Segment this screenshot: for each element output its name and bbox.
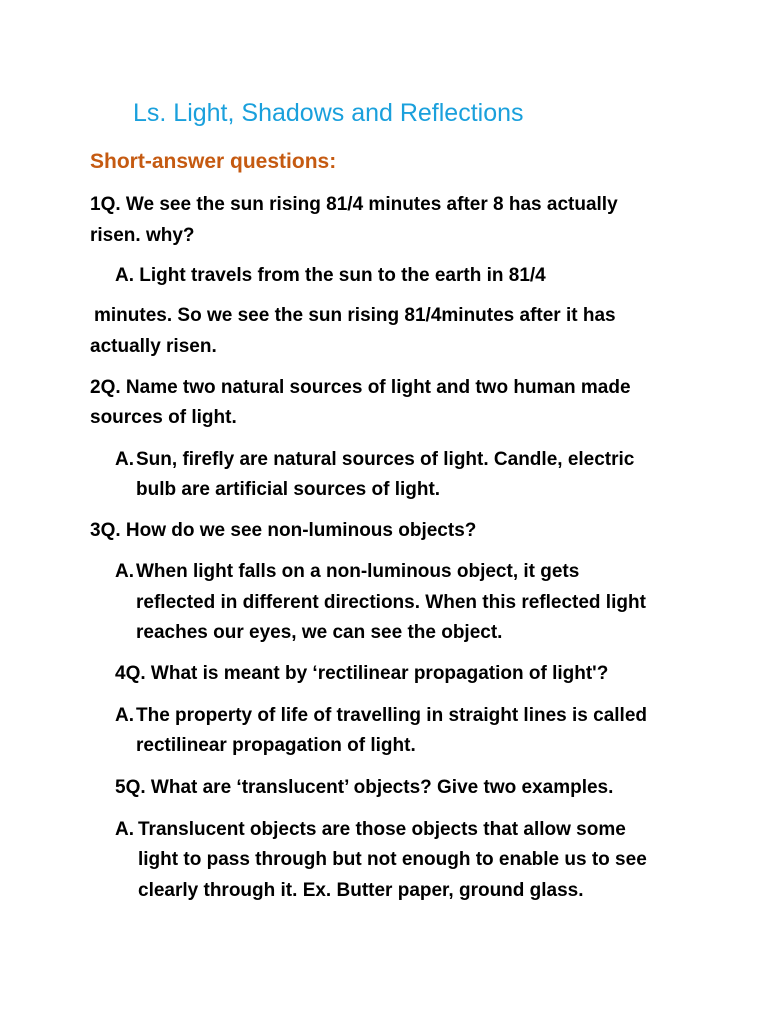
answer-1-line-3: actually risen. xyxy=(90,336,217,357)
section-heading: Short-answer questions: xyxy=(90,150,337,173)
answer-3-line-3: reaches our eyes, we can see the object. xyxy=(136,622,503,643)
answer-5-line-2: light to pass through but not enough to enable us to see xyxy=(138,849,647,870)
question-5-line-1: 5Q. What are ‘translucent’ objects? Give two examples. xyxy=(115,777,614,798)
question-4-line-1: 4Q. What is meant by ‘rectilinear propagation of light'? xyxy=(115,663,609,684)
document-title: Ls. Light, Shadows and Reflections xyxy=(133,99,524,127)
answer-4-line-2: rectilinear propagation of light. xyxy=(136,735,416,756)
answer-3-marker: A. xyxy=(115,561,134,582)
answer-3-line-1: When light falls on a non-luminous object, it gets xyxy=(136,561,580,582)
question-1-line-2: risen. why? xyxy=(90,225,195,246)
answer-4-line-1: The property of life of travelling in straight lines is called xyxy=(136,705,647,726)
answer-3-line-2: reflected in different directions. When this reflected light xyxy=(136,592,646,613)
answer-5-line-3: clearly through it. Ex. Butter paper, ground glass. xyxy=(138,880,584,901)
answer-2-marker: A. xyxy=(115,449,134,470)
answer-2-line-2: bulb are artificial sources of light. xyxy=(136,479,441,500)
answer-1-line-2: minutes. So we see the sun rising 81/4minutes after it has xyxy=(94,305,616,326)
question-2-line-2: sources of light. xyxy=(90,407,237,428)
answer-2-line-1: Sun, firefly are natural sources of light. Candle, electric xyxy=(136,449,635,470)
answer-5-line-1: Translucent objects are those objects that allow some xyxy=(138,819,626,840)
answer-5-marker: A. xyxy=(115,819,134,840)
answer-1-line-1: A. Light travels from the sun to the earth in 81/4 xyxy=(115,265,546,286)
question-1-line-1: 1Q. We see the sun rising 81/4 minutes after 8 has actually xyxy=(90,194,618,215)
answer-4-marker: A. xyxy=(115,705,134,726)
question-2-line-1: 2Q. Name two natural sources of light and two human made xyxy=(90,377,631,398)
question-3-line-1: 3Q. How do we see non-luminous objects? xyxy=(90,520,477,541)
